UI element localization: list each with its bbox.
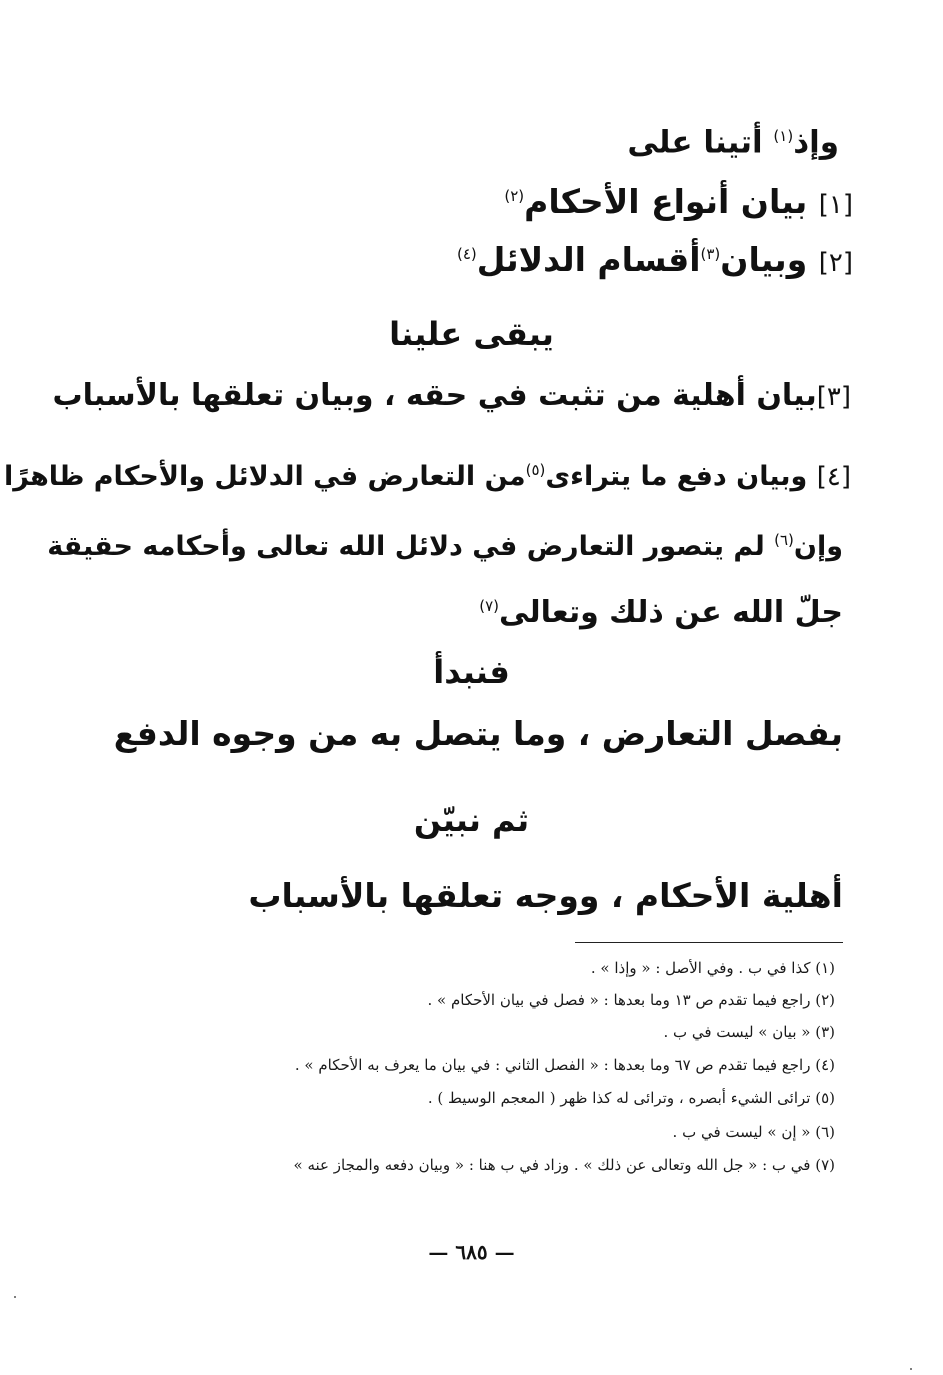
footnote-ref-4: (٤) (456, 245, 477, 263)
then-text: أهلية الأحكام ، ووجه تعلقها بالأسباب (248, 876, 843, 915)
footnote-4: (٤) راجع فيما تقدم ص ٦٧ وما بعدها : « الفصل الثاني : في بيان ما يعرف به الأحكام » . (294, 1056, 835, 1074)
item-text-a: وبيان (720, 240, 808, 279)
footnote-7: (٧) في ب : « جل الله وتعالى عن ذلك » . وزاد في ب هنا : « وبيان دفعه والمجاز عنه » (293, 1156, 835, 1174)
footnote-ref-1: (١) (773, 127, 794, 145)
intro-line (579, 112, 839, 166)
item-4 (4, 446, 851, 501)
footnote-ref-5: (٥) (525, 461, 546, 479)
item-4-continuation (47, 516, 843, 571)
footnote-5: (٥) ترائى الشيء أبصره ، وترائى له كذا ظهر ( المعجم الوسيط ) . (427, 1089, 835, 1107)
footnote-2: (٢) راجع فيما تقدم ص ١٣ وما بعدها : « فصل في بيان الأحكام » . (427, 991, 835, 1009)
item-4-end (479, 582, 843, 637)
item-number: [١] (818, 190, 853, 220)
footnote-1: (١) كذا في ب . وفي الأصل : « وإذا » . (590, 959, 835, 977)
intro-text-b: أتينا على (627, 124, 763, 161)
footnote-separator (575, 942, 843, 943)
then-heading: ثم نبيّن (413, 801, 530, 839)
item-text-b: أقسام الدلائل (476, 240, 701, 279)
footnote-3: (٣) « بيان » ليست في ب . (663, 1023, 835, 1041)
start-text: بفصل التعارض ، وما يتصل به من وجوه الدفع (113, 714, 843, 753)
item-text: بيان أهلية من تثبت في حقه ، وبيان تعلقها بالأسباب (52, 378, 817, 413)
footnote-ref-2: (٢) (504, 187, 525, 205)
cont-text-a: وإن (793, 531, 843, 562)
item-text-b: من التعارض في الدلائل والأحكام ظاهرًا (4, 461, 526, 492)
start-heading: فنبدأ (433, 653, 510, 691)
item-number: [٢] (818, 248, 853, 278)
item-number: [٣] (816, 382, 851, 412)
page-number: — ٦٨٥ — (428, 1240, 515, 1264)
footnote-6: (٦) « إن » ليست في ب . (672, 1123, 835, 1141)
item-3 (52, 372, 851, 421)
scan-speck (910, 1368, 912, 1370)
footnote-ref-6: (٦) (774, 531, 794, 549)
item-text: بيان أنواع الأحكام (524, 182, 808, 221)
intro-text-a: وإذ (793, 124, 839, 161)
item-number: [٤] (816, 462, 851, 492)
scan-speck (14, 1296, 16, 1298)
footnote-ref-3: (٣) (700, 245, 721, 263)
item-text-a: وبيان دفع ما يتراءى (545, 461, 808, 492)
item-1 (433, 172, 853, 229)
cont-text-b: لم يتصور التعارض في دلائل الله تعالى وأحكامه حقيقة (47, 531, 765, 562)
remaining-heading: يبقى علينا (389, 315, 554, 353)
item-2 (433, 230, 853, 287)
footnote-ref-7: (٧) (479, 597, 500, 615)
end-text: جلّ الله عن ذلك وتعالى (499, 595, 843, 630)
